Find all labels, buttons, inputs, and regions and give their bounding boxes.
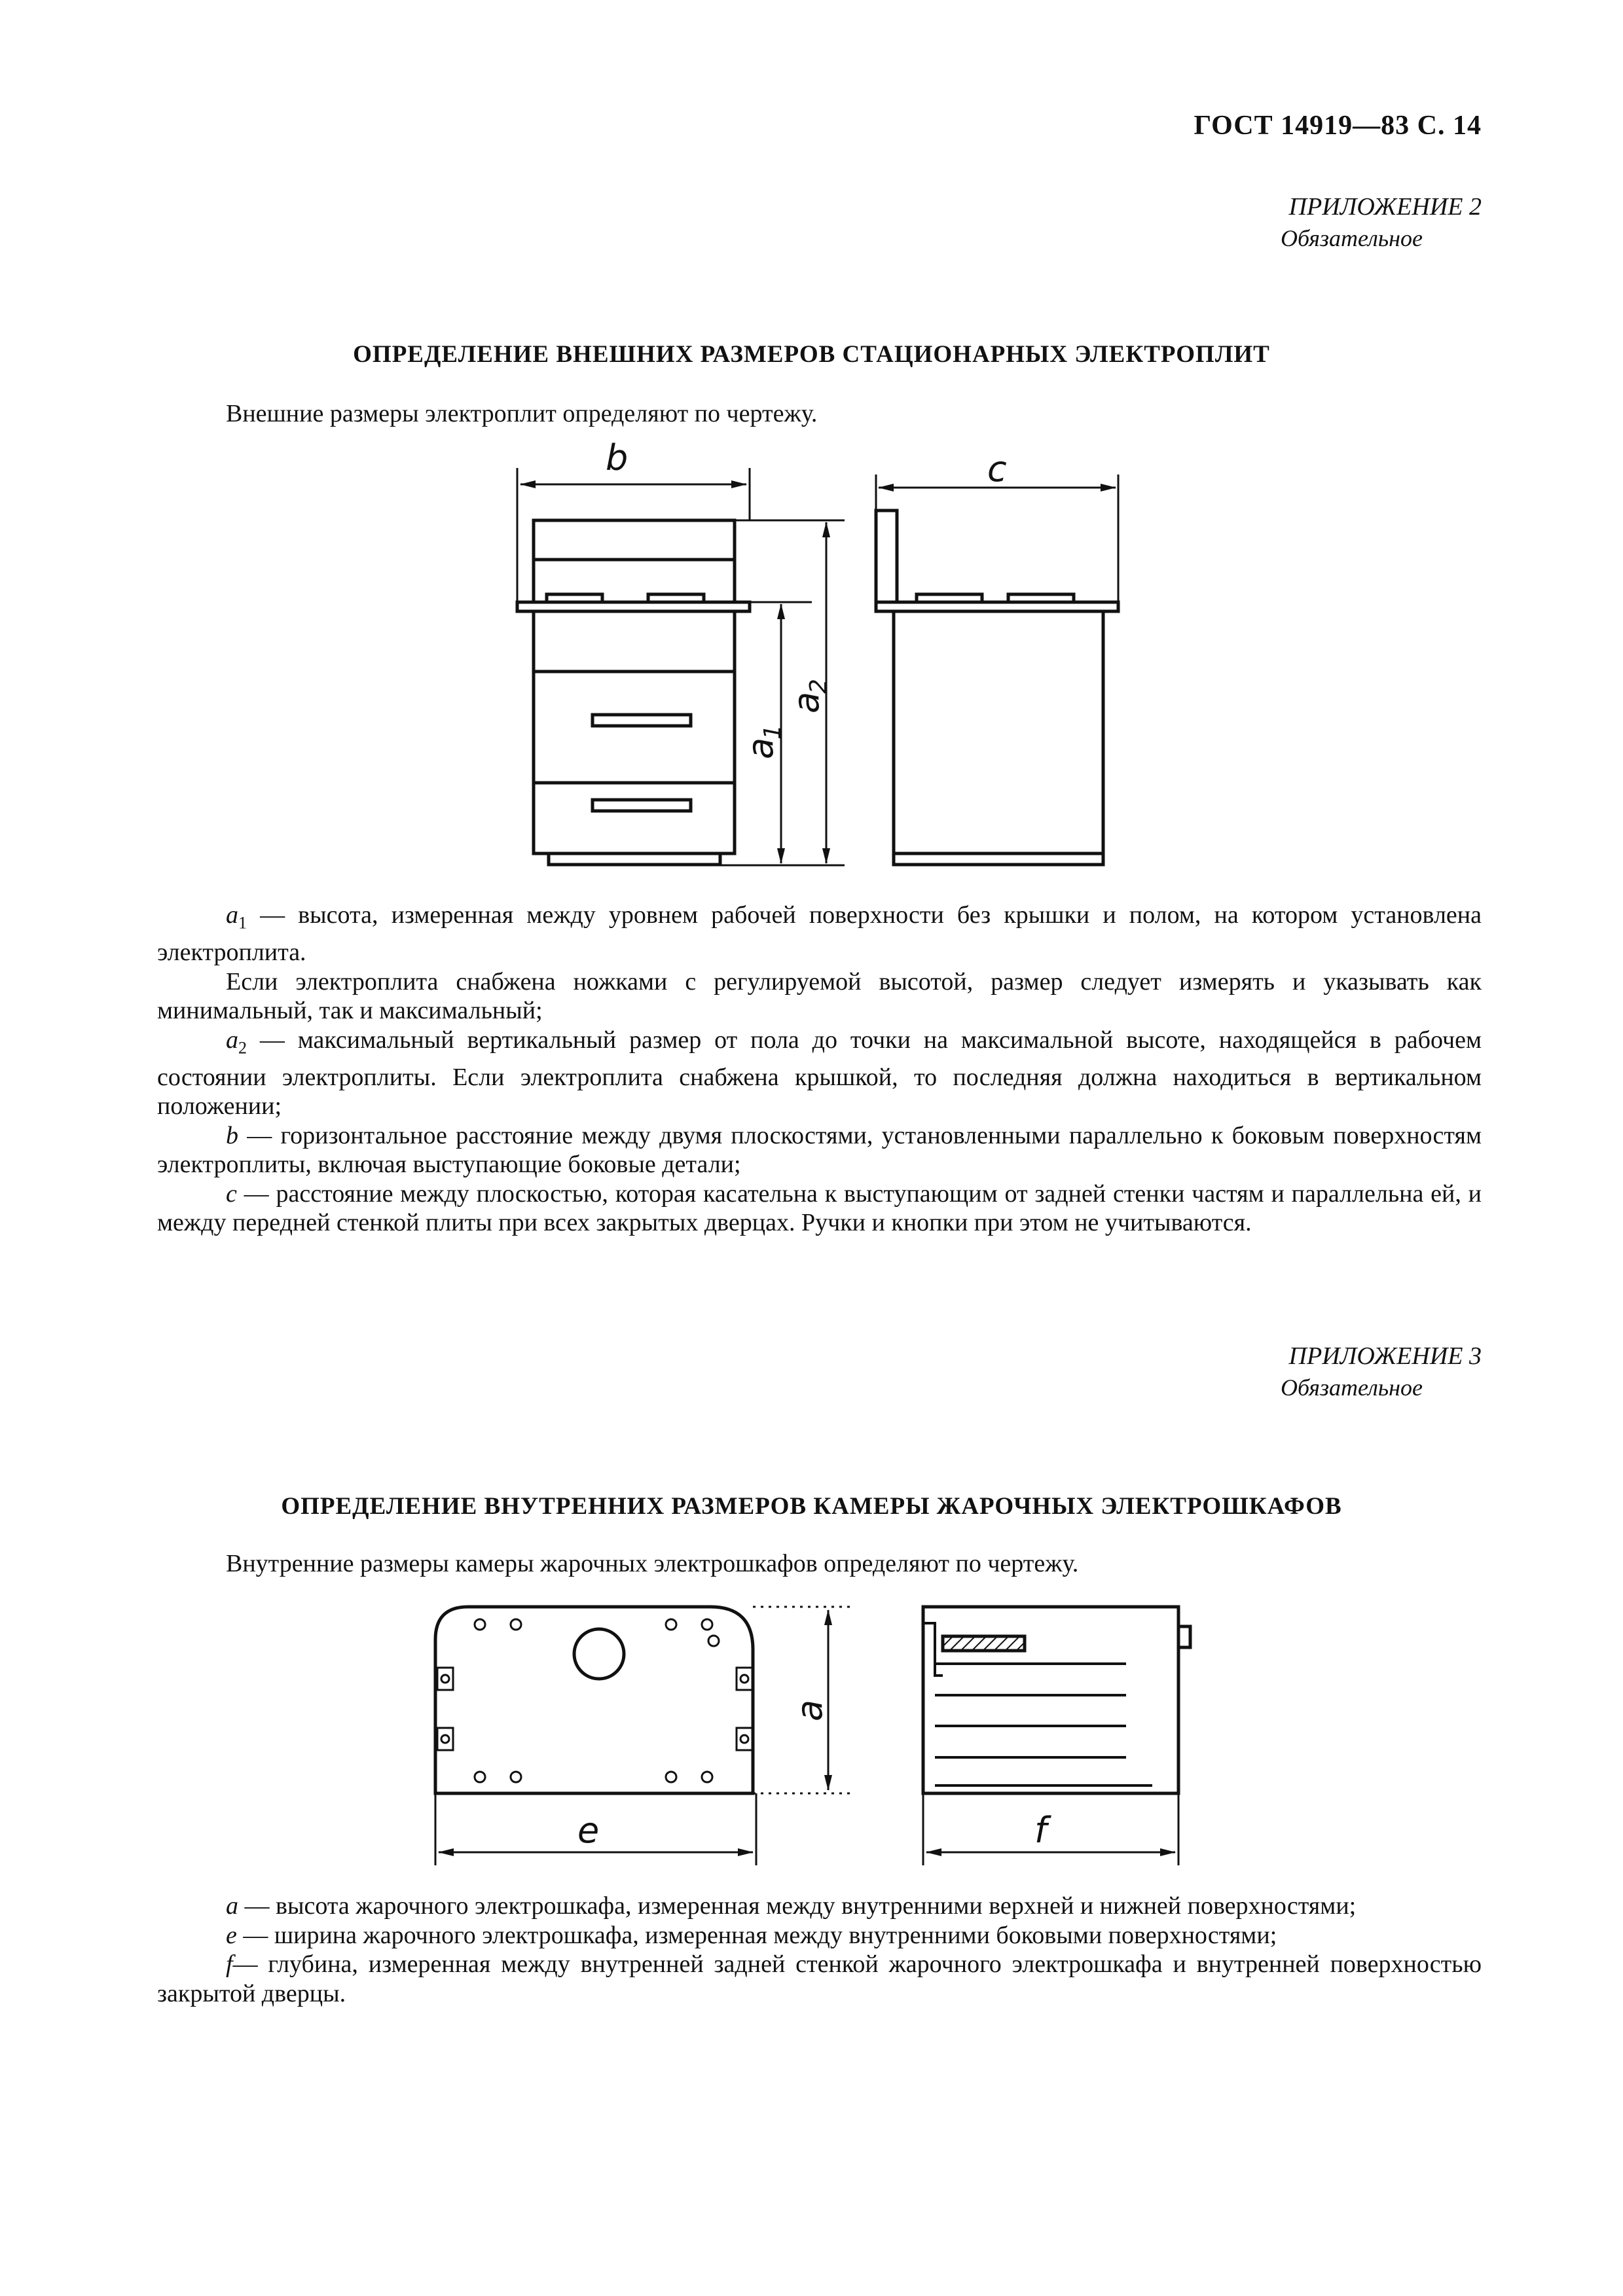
- label-a1: [740, 725, 786, 759]
- label-a2: [786, 679, 832, 713]
- definition-f: f— глубина, измеренная между внутренней задней стенкой жарочного электрошкафа и внутренней поверхностью закрытой дверцы.: [157, 1950, 1482, 2007]
- label-a: a: [789, 1699, 830, 1721]
- definition-e: e — ширина жарочного электрошкафа, измеренная между внутренними боковыми поверхностями;: [226, 1921, 1277, 1949]
- appendix-3-intro: Внутренние размеры камеры жарочных электрошкафов определяют по чертежу.: [226, 1550, 1079, 1577]
- svg-text:1: 1: [759, 725, 786, 740]
- svg-text:a: a: [740, 737, 781, 759]
- label-b: b: [606, 437, 629, 478]
- appendix-3-title: ОПРЕДЕЛЕНИЕ ВНУТРЕННИХ РАЗМЕРОВ КАМЕРЫ ЖАРОЧНЫХ ЭЛЕКТРОШКАФОВ: [281, 1493, 1342, 1520]
- appendix-2-intro: Внешние размеры электроплит определяют по чертежу.: [226, 400, 818, 427]
- appendix-3-definitions: [157, 1892, 1482, 2008]
- appendix-3-label: ПРИЛОЖЕНИЕ 3: [1288, 1342, 1482, 1370]
- label-c: c: [987, 448, 1007, 490]
- appendix-3-status: Обязательное: [1281, 1374, 1423, 1401]
- stove-side-view: [876, 475, 1118, 865]
- svg-text:a: a: [786, 691, 827, 713]
- stove-front-view: [517, 468, 845, 865]
- svg-text:2: 2: [805, 679, 832, 694]
- definition-adjustable-legs: Если электроплита снабжена ножками с регулируемой высотой, размер следует измерять и указывать как минимальный, так и максимальный;: [157, 967, 1482, 1025]
- definition-a2: $a_2$ — максимальный вертикальный размер от пола до точки на максимальной высоте, находящейся в рабочем состоянии электроплиты. Если электроплита снабжена крышкой, то последняя должна находиться в вертикальном положении;: [157, 1026, 1482, 1121]
- appendix-3-heading: [1281, 1340, 1482, 1403]
- appendix-2-label: ПРИЛОЖЕНИЕ 2: [1288, 193, 1482, 221]
- definition-c: c — расстояние между плоскостью, которая касательна к выступающим от задней стенки частям и параллельна ей, и между передней стенкой плиты при всех закрытых дверцах. Ручки и кнопки при этом не учитываются.: [157, 1179, 1482, 1237]
- appendix-2-definitions: [157, 901, 1482, 1238]
- appendix-2-status: Обязательное: [1281, 225, 1423, 251]
- appendix-2-title: ОПРЕДЕЛЕНИЕ ВНЕШНИХ РАЗМЕРОВ СТАЦИОНАРНЫХ ЭЛЕКТРОПЛИТ: [353, 341, 1270, 368]
- oven-side-view: [923, 1607, 1190, 1865]
- definition-a1: $a_1$ — высота, измеренная между уровнем рабочей поверхности без крышки и полом, на котором установлена электроплита.: [157, 901, 1482, 967]
- oven-front-view: [435, 1607, 851, 1865]
- definition-a: a — высота жарочного электрошкафа, измеренная между внутренними верхней и нижней поверхностями;: [226, 1892, 1357, 1920]
- label-e: e: [577, 1810, 600, 1851]
- label-f: f: [1034, 1810, 1048, 1851]
- definition-b: b — горизонтальное расстояние между двумя плоскостями, установленными параллельно к боковым поверхностям электроплиты, включая выступающие боковые детали;: [157, 1121, 1482, 1179]
- document-reference: ГОСТ 14919—83 С. 14: [1194, 111, 1482, 141]
